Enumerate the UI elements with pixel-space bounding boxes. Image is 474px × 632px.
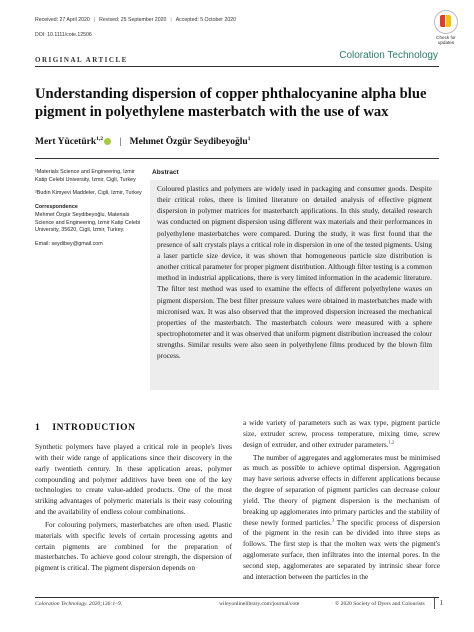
- author-line: [35, 136, 250, 147]
- intro-paragraph-1: Synthetic polymers have played a critical role in people's lives with their wide range of applications since their discovery in the early twentieth century. In these application areas, polymer compounding and polymer additives have been one of the key technologies to create value-added products. One of the most striking advantages of polymeric materials is their easy colouring and the availability of endless colour combinations.: [35, 442, 232, 517]
- section-heading: [35, 423, 136, 433]
- abstract-text: Coloured plastics and polymers are widely used in packaging and consumer goods. Despite their critical roles, there is limited literature on detailed analysis of effective pigment dispersion in polymer matrices for masterbatch applications. In this study, detailed research was conducted on pigment dispersion using different wax materials and their performances in polyethylene masterbatches were compared. During the study, it was first found that the presence of salt crystals plays a critical role in dispersion in one of the tested pigments. Using a laser particle size device, it was shown that homogeneous particle size distribution is another critical parameter for proper pigment distribution. Although filter testing is a common method in industrial applications, there is very limited information in the academic literature. The filter test method was used to examine the effects of different polyethylene waxes on pigment dispersion. The best filter pressure values were obtained in masterbatches made with micronised wax. It was also observed that the improved dispersion increased the mechanical properties of the masterbatch. The masterbatch colours were measured with a sphere spectrophotometer and it was observed that uniform pigment distribution increased the colour strengths. Similar results were also seen in polyethylene films produced by the blown film process.: [157, 184, 432, 361]
- revised-date: Revised: 25 September 2020: [99, 17, 167, 23]
- abstract-heading: Abstract: [152, 169, 179, 176]
- intro-paragraph-4-text-a: The number of aggregates and agglomerates must be minimised as much as possible to achieve optimal dispersion. Aggregation may have serious adverse effects in different applications because the degree of separation of pigment particles can decrease colour yield. The theory of pigment dispersion is the mechanism of breaking up agglomerates into primary particles and the stability of these newly formed particles.: [243, 452, 440, 527]
- correspondence-heading: Correspondence: [35, 204, 78, 211]
- accepted-date: Accepted: 5 October 2020: [175, 17, 236, 23]
- author-1-affil: 1,2: [96, 136, 103, 142]
- doi[interactable]: DOI: 10.1111/cote.12506: [35, 32, 92, 38]
- footer-journal-ref: Coloration Technology. 2020;136:1–9.: [35, 601, 123, 607]
- article-type: ORIGINAL ARTICLE: [35, 56, 128, 64]
- article-title: Understanding dispersion of copper phthalocyanine alpha blue pigment in polyethylene masterbatch with the use of wax: [35, 86, 427, 120]
- abstract-box: [150, 180, 439, 390]
- citation-1-2[interactable]: 1,2: [388, 439, 395, 445]
- section-number: 1: [35, 423, 41, 433]
- correspondence-body: Mehmet Özgür Seydibeyoğlu, Materials Science and Engineering, Izmir Katip Celebi University, 35620, Cigli, Izmir, Turkey.: [35, 211, 141, 234]
- author-2-affil: 1: [247, 136, 251, 142]
- author-rule: [35, 158, 439, 159]
- affiliations: [35, 169, 145, 255]
- intro-paragraph-2: For colouring polymers, masterbatches are often used. Plastic materials with specific levels of certain processing agents and certain pigments are combined for the preparation of masterbatches. To achieve good colour strength, the dispersion of pigment is critical. The pigment dispersion depends on: [35, 519, 232, 573]
- body-column-left: [35, 442, 232, 574]
- received-date: Received: 27 April 2020: [35, 17, 90, 23]
- header-rule: [35, 66, 439, 67]
- check-for-updates-badge[interactable]: [428, 10, 464, 46]
- intro-paragraph-3: [243, 418, 440, 451]
- intro-paragraph-4-text-b: The specific process of dispersion of the pigment in the resin can be divided into three steps as follows. The first step is that the molten wax wets the pigment's agglomerate surface, then infiltrates into the internal pores. In the second step, agglomerates are separated by intrinsic shear force and interaction between the particles in the: [243, 517, 440, 581]
- footer-divider: [434, 598, 435, 609]
- intro-paragraph-3-text: a wide variety of parameters such as wax type, pigment particle size, extruder screw, process temperature, mixing time, screw design of extruder, and other extruder parameters.: [243, 418, 440, 449]
- affiliation-1: ¹Materials Science and Engineering, Izmir Katip Celebi University, Izmir, Cigli, Turkey: [35, 169, 136, 183]
- journal-name: Coloration Technology: [339, 50, 438, 61]
- section-title: INTRODUCTION: [52, 423, 136, 433]
- author-2[interactable]: Mehmet Özgür Seydibeyoğlu: [129, 137, 248, 148]
- badge-line1: Check for: [436, 35, 456, 40]
- badge-line2: updates: [437, 40, 455, 45]
- footer-rule: [35, 597, 439, 598]
- crossmark-icon: [434, 10, 458, 34]
- orcid-icon[interactable]: [104, 138, 111, 145]
- correspondence-email[interactable]: Email: seydibey@gmail.com: [35, 240, 103, 247]
- citation-3[interactable]: 3: [331, 517, 335, 523]
- author-separator: |: [119, 137, 122, 148]
- article-dates: Received: 27 April 2020 | Revised: 25 September 2020 | Accepted: 5 October 2020: [35, 17, 236, 23]
- footer-copyright: © 2020 Society of Dyers and Colourists: [335, 601, 425, 607]
- affiliation-2: ²Budin Kimyevi Maddeler, Cigli, Izmir, Turkey: [35, 190, 142, 197]
- body-column-right: [243, 418, 440, 583]
- author-1[interactable]: Mert Yücetürk: [35, 137, 97, 148]
- intro-paragraph-4: [243, 453, 440, 583]
- footer-url[interactable]: wileyonlinelibrary.com/journal/cote: [219, 601, 300, 607]
- page-number: 1: [439, 599, 443, 607]
